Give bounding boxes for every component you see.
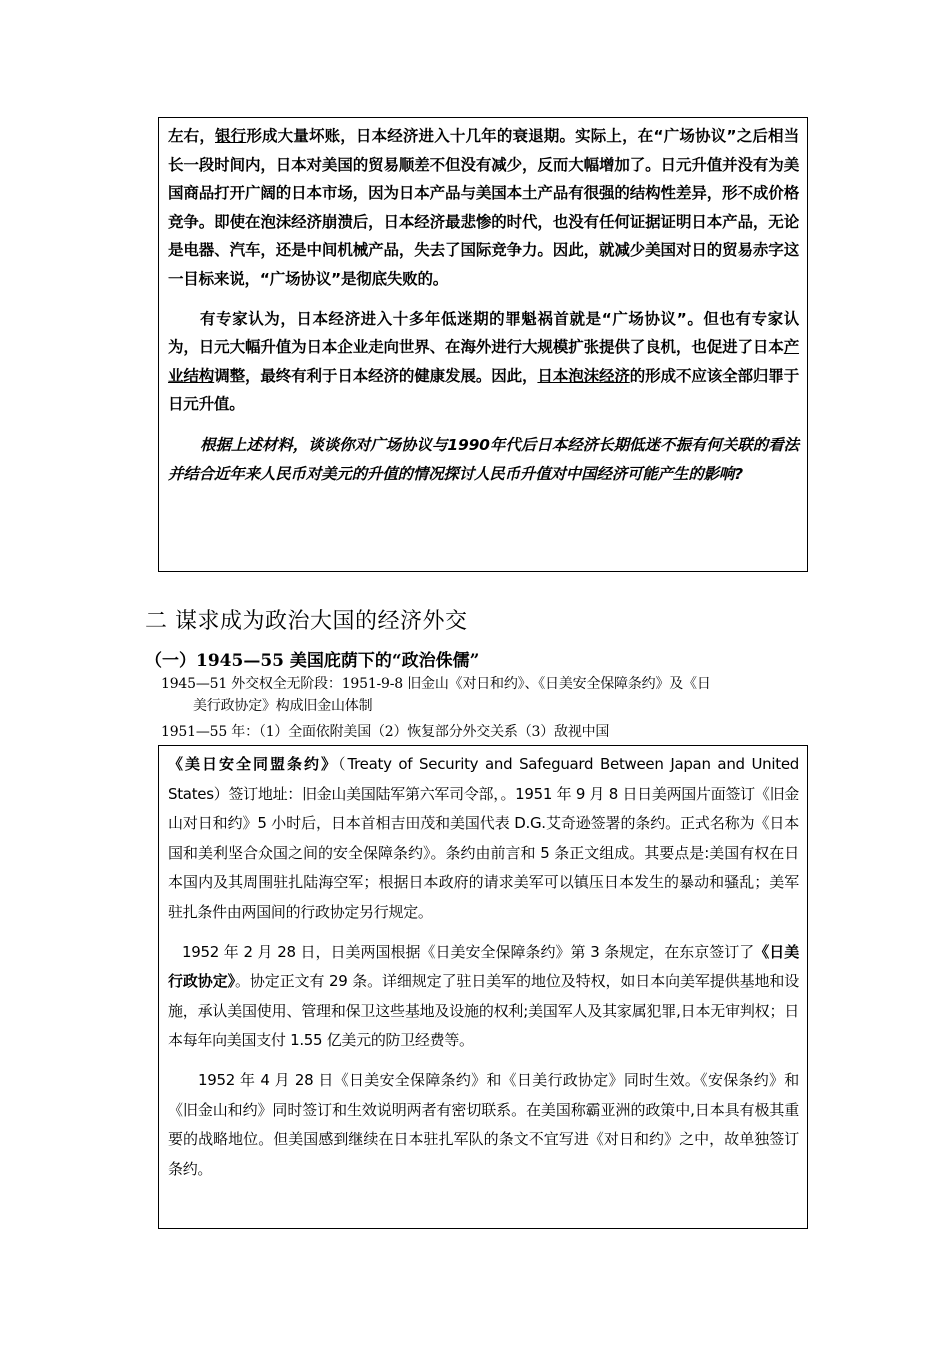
material-paragraph-2 <box>168 305 799 419</box>
section-subheading: （一）1945—55 美国庇荫下的“政治侏儒” <box>145 651 480 671</box>
text-span: 调整，最终有利于日本经济的健康发展。因此， <box>214 366 538 385</box>
text-span: 1952 年 2 月 28 日，日美两国根据《日美安全保障条约》第 3 条规定，在东京签订了 <box>182 942 755 961</box>
text-span: 的形成不应该全部归罪于日元升值。 <box>168 366 799 414</box>
period-line-2: 1951—55 年：（1）全面依附美国（2）恢复部分外交关系（3）敌视中国 <box>161 724 610 740</box>
text-span: 左右， <box>168 127 215 145</box>
treaty-box <box>158 745 808 1229</box>
agreement-title: 《日美行政协定》 <box>168 942 799 991</box>
treaty-title: 《美日安全同盟条约》 <box>168 755 338 773</box>
material-box <box>158 117 808 572</box>
period-line-1: 1945—51 外交权全无阶段：1951-9-8 旧金山《对日和约》、《日美安全保障条约》及《日 <box>161 676 711 692</box>
link-bank[interactable]: 银行 <box>214 127 247 145</box>
treaty-paragraph-2 <box>168 938 799 1056</box>
discussion-question: 根据上述材料，谈谈你对广场协议与1990年代后日本经济长期低迷不振有何关联的看法并结合近年来人民币对美元的升值的情况探讨人民币升值对中国经济可能产生的影响? <box>168 435 799 483</box>
link-industrial-structure[interactable]: 产业结构 <box>168 338 799 385</box>
text-span: 形成大量坏账，日本经济进入十几年的衰退期。实际上，在“广场协议”之后相当长一段时间内，日本对美国的贸易顺差不但没有减少，反而大幅增加了。日元升值并没有为美国商品打开广阔的日本市场，因为日本产品与美国本土产品有很强的结构性差异，形不成价格竞争。即使在泡沫经济崩溃后，日本经济最悲惨的时代，也没有任何证据证明日本产品，无论是电器、汽车，还是中间机械产品，失去了国际竞争力。因此，就减少美国对日的贸易赤字这一目标来说，“广场协议”是彻底失败的。 <box>168 127 799 288</box>
link-japan-bubble-economy[interactable]: 日本泡沫经济 <box>537 366 630 385</box>
material-paragraph-1 <box>168 122 799 294</box>
text-span: 。协定正文有 29 条。详细规定了驻日美军的地位及特权，如日本向美军提供基地和设施，承认美国使用、管理和保卫这些基地及设施的权利;美国军人及其家属犯罪,日本无审判权；日本每年向美国支付 1.55 亿美元的防卫经费等。 <box>168 972 799 1050</box>
text-span: 有专家认为，日本经济进入十多年低迷期的罪魁祸首就是“广场协议”。但也有专家认为，日元大幅升值为日本企业走向世界、在海外进行大规模扩张提供了良机，也促进了日本 <box>168 309 799 357</box>
period-line-1-continued: 美行政协定》构成旧金山体制 <box>193 698 373 714</box>
treaty-paragraph-3: 1952 年 4 月 28 日《日美安全保障条约》和《日美行政协定》同时生效。《安保条约》和《旧金山和约》同时签订和生效说明两者有密切联系。在美国称霸亚洲的政策中,日本具有极其重要的战略地位。但美国感到继续在日本驻扎军队的条文不宜写进《对日和约》之中，故单独签订条约。 <box>168 1070 799 1178</box>
text-span: （Treaty of Security and Safeguard Between Japan and United States）签订地址：旧金山美国陆军第六军司令部，。1951 年 9 月 8 日日美两国片面签订《旧金山对日和约》5 小时后，日本首相吉田茂和美国代表 D.G.艾奇逊签署的条约。正式名称为《日本国和美利坚合众国之间的安全保障条约》。条约由前言和 5 条正文组成。其要点是:美国有权在日本国内及其周围驻扎陆海空军；根据日本政府的请求美军可以镇压日本发生的暴动和骚乱；美军驻扎条件由两国间的行政协定另行规定。 <box>168 755 799 921</box>
section-heading: 二 谋求成为政治大国的经济外交 <box>145 609 468 634</box>
treaty-paragraph-1 <box>168 750 799 928</box>
